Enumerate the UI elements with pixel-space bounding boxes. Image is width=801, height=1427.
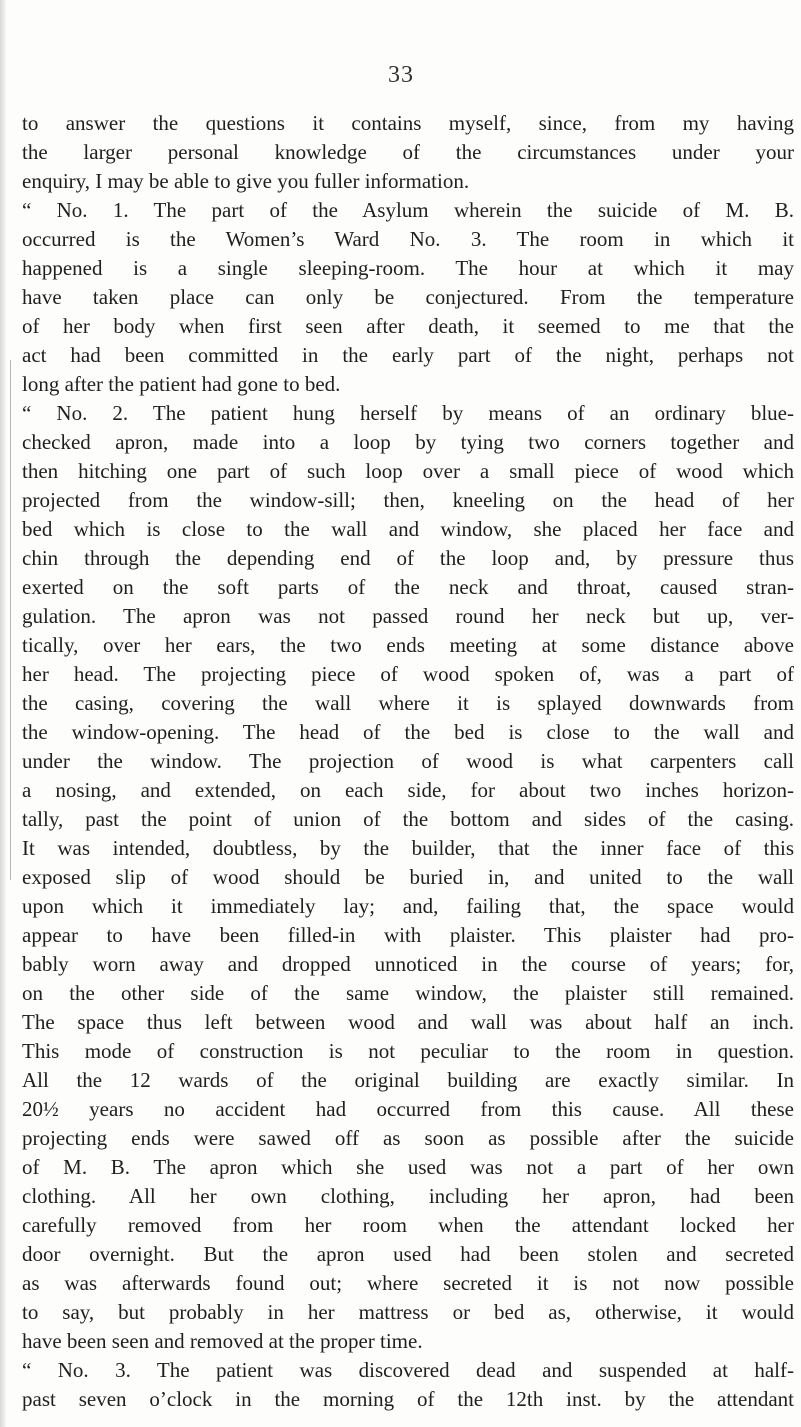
text-line: projected from the window-sill; then, kneeling on the head of her	[22, 488, 794, 512]
text-line: chin through the depending end of the loop and, by pressure thus	[22, 546, 794, 570]
text-line: to say, but probably in her mattress or bed as, otherwise, it would	[22, 1300, 794, 1324]
text-line: have taken place can only be conjectured. From the temperature	[22, 285, 794, 309]
text-line: on the other side of the same window, the plaister still remained.	[22, 981, 794, 1005]
text-line: exposed slip of wood should be buried in, and united to the wall	[22, 865, 794, 889]
text-line: under the window. The projection of wood is what carpenters call	[22, 749, 794, 773]
body-text	[22, 109, 794, 1414]
text-line: of her body when first seen after death, it seemed to me that the	[22, 314, 794, 338]
text-line: The space thus left between wood and wall was about half an inch.	[22, 1010, 794, 1034]
page-binding-shadow	[10, 360, 11, 880]
text-line: It was intended, doubtless, by the builder, that the inner face of this	[22, 836, 794, 860]
text-line: then hitching one part of such loop over a small piece of wood which	[22, 459, 794, 483]
text-line: occurred is the Women’s Ward No. 3. The room in which it	[22, 227, 794, 251]
text-line: the window-opening. The head of the bed is close to the wall and	[22, 720, 794, 744]
text-line: upon which it immediately lay; and, failing that, the space would	[22, 894, 794, 918]
text-line: This mode of construction is not peculiar to the room in question.	[22, 1039, 794, 1063]
text-line: “ No. 1. The part of the Asylum wherein the suicide of M. B.	[22, 198, 794, 222]
text-line: All the 12 wards of the original building are exactly similar. In	[22, 1068, 794, 1092]
text-line: the larger personal knowledge of the circumstances under your	[22, 140, 794, 164]
text-line: “ No. 3. The patient was discovered dead and suspended at half-	[22, 1358, 794, 1382]
text-line: tically, over her ears, the two ends meeting at some distance above	[22, 633, 794, 657]
text-line: carefully removed from her room when the attendant locked her	[22, 1213, 794, 1237]
text-line: happened is a single sleeping-room. The hour at which it may	[22, 256, 794, 280]
text-line: past seven o’clock in the morning of the 12th inst. by the attendant	[22, 1387, 794, 1411]
text-line: act had been committed in the early part of the night, perhaps not	[22, 343, 794, 367]
text-line: bed which is close to the wall and window, she placed her face and	[22, 517, 794, 541]
text-line: as was afterwards found out; where secreted it is not now possible	[22, 1271, 794, 1295]
text-line: door overnight. But the apron used had been stolen and secreted	[22, 1242, 794, 1266]
text-line: 20½ years no accident had occurred from this cause. All these	[22, 1097, 794, 1121]
text-line: “ No. 2. The patient hung herself by means of an ordinary blue-	[22, 401, 794, 425]
text-line: enquiry, I may be able to give you fuller information.	[22, 169, 470, 193]
text-line: clothing. All her own clothing, including her apron, had been	[22, 1184, 794, 1208]
text-line: long after the patient had gone to bed.	[22, 372, 341, 396]
text-line: projecting ends were sawed off as soon as possible after the suicide	[22, 1126, 794, 1150]
text-line: her head. The projecting piece of wood spoken of, was a part of	[22, 662, 794, 686]
text-line: of M. B. The apron which she used was not a part of her own	[22, 1155, 794, 1179]
text-line: tally, past the point of union of the bottom and sides of the casing.	[22, 807, 794, 831]
text-line: exerted on the soft parts of the neck and throat, caused stran-	[22, 575, 794, 599]
text-line: gulation. The apron was not passed round her neck but up, ver-	[22, 604, 794, 628]
text-line: have been seen and removed at the proper time.	[22, 1329, 423, 1353]
text-line: bably worn away and dropped unnoticed in the course of years; for,	[22, 952, 794, 976]
page-number: 33	[388, 62, 414, 88]
text-line: to answer the questions it contains myself, since, from my having	[22, 111, 794, 135]
text-line: the casing, covering the wall where it is splayed downwards from	[22, 691, 794, 715]
page-binding-edge	[0, 0, 6, 1427]
text-line: checked apron, made into a loop by tying two corners together and	[22, 430, 794, 454]
text-line: a nosing, and extended, on each side, for about two inches horizon-	[22, 778, 794, 802]
text-line: appear to have been filled-in with plaister. This plaister had pro-	[22, 923, 794, 947]
